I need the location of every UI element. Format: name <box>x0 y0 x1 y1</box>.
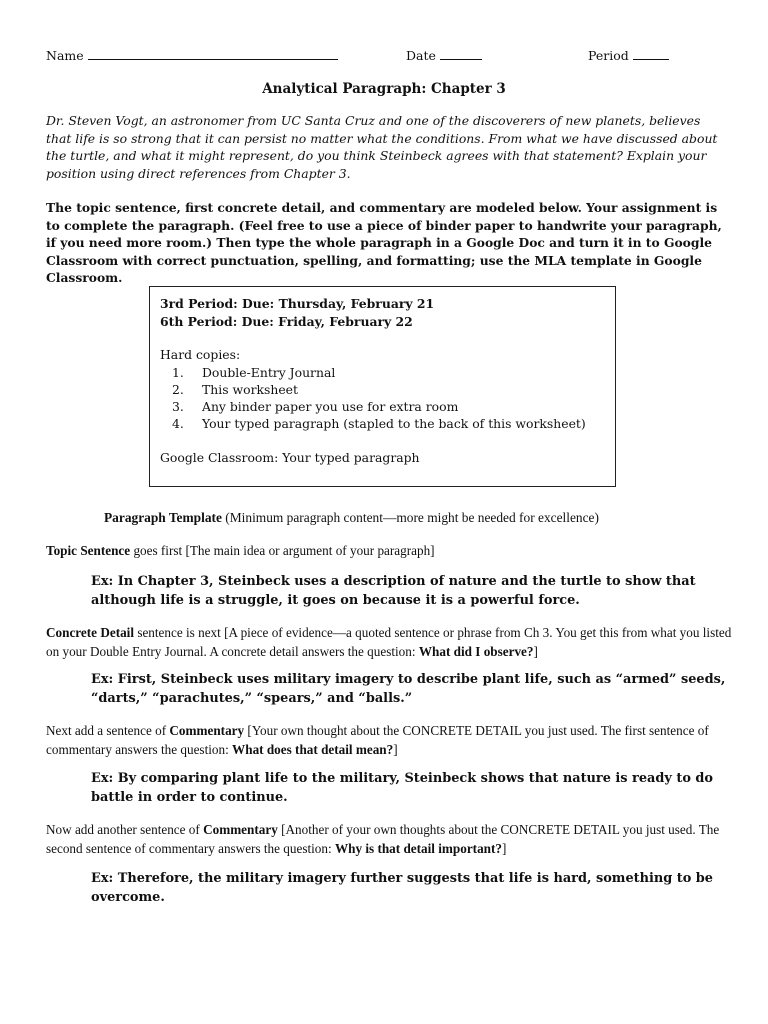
google-classroom-line: Google Classroom: Your typed paragraph <box>160 450 420 465</box>
hard-copies-label: Hard copies: <box>160 347 241 362</box>
name-field <box>46 47 338 63</box>
due-6th-period: 6th Period: Due: Friday, February 22 <box>160 314 413 329</box>
list-item: 2. This worksheet <box>172 382 298 397</box>
concrete-detail-desc: Concrete Detail sentence is next [A piece of evidence—a quoted sentence or phrase from Ch 3. You get this from what you listed on your Double Entry Journal. A concrete detail answers the question: What did I observe?] <box>46 625 732 659</box>
commentary2-term: Commentary <box>203 822 278 837</box>
commentary2-question: Why is that detail important? <box>334 841 502 856</box>
concrete-question: What did I observe? <box>418 644 534 659</box>
period-blank <box>633 47 669 60</box>
concrete-detail-term: Concrete Detail <box>46 625 135 640</box>
date-field <box>406 47 482 63</box>
date-blank <box>440 47 482 60</box>
concrete-example: Ex: First, Steinbeck uses military imagery to describe plant life, such as “armed” seeds, “darts,” “parachutes,” “spears,” and “balls.” <box>91 672 726 706</box>
hard-copies-list <box>160 364 586 432</box>
template-note: (Minimum paragraph content—more might be needed for excellence) <box>225 510 599 525</box>
topic-example: Ex: In Chapter 3, Steinbeck uses a description of nature and the turtle to show that although life is a struggle, it goes on because it is a powerful force. <box>91 574 696 608</box>
template-heading-line <box>104 508 744 527</box>
topic-sentence-desc: Topic Sentence goes first [The main idea or argument of your paragraph] <box>46 543 435 558</box>
commentary1-question: What does that detail mean? <box>232 742 394 757</box>
instructions-paragraph: The topic sentence, first concrete detail, and commentary are modeled below. Your assignment is to complete the paragraph. (Feel free to use a piece of binder paper to handwrite your paragraph, if you need more room.) Then type the whole paragraph in a Google Doc and turn it in to Google Classroom with correct punctuation, spelling, and formatting; use the MLA template in Google Classroom. <box>46 200 722 286</box>
prompt-paragraph: Dr. Steven Vogt, an astronomer from UC Santa Cruz and one of the discoverers of new planets, believes that life is so strong that it can persist no matter what the conditions. From what we have discussed about the turtle, and what it might represent, do you think Steinbeck agrees with that statement? Explain your position using direct references from Chapter 3. <box>46 113 718 181</box>
period-label: Period <box>588 48 629 63</box>
due-dates-box <box>149 286 616 487</box>
name-label: Name <box>46 48 84 63</box>
commentary1-example: Ex: By comparing plant life to the military, Steinbeck shows that nature is ready to do battle in order to continue. <box>91 771 714 805</box>
list-item: 1. Double-Entry Journal <box>172 365 336 380</box>
list-item: 3. Any binder paper you use for extra room <box>172 399 459 414</box>
due-3rd-period: 3rd Period: Due: Thursday, February 21 <box>160 296 435 311</box>
topic-sentence-term: Topic Sentence <box>46 543 131 558</box>
page-title: Analytical Paragraph: Chapter 3 <box>262 81 506 97</box>
name-blank <box>88 47 338 60</box>
date-label: Date <box>406 48 436 63</box>
list-item: 4. Your typed paragraph (stapled to the back of this worksheet) <box>172 416 586 431</box>
commentary1-term: Commentary <box>169 723 245 738</box>
header-row <box>46 47 726 65</box>
template-heading: Paragraph Template <box>104 510 222 525</box>
commentary1-desc: Next add a sentence of Commentary [Your own thought about the CONCRETE DETAIL you just used. The first sentence of commentary answers the question: What does that detail mean?] <box>46 723 709 757</box>
commentary2-desc: Now add another sentence of Commentary [Another of your own thoughts about the CONCRETE DETAIL you just used. The second sentence of commentary answers the question: Why is that detail important?] <box>46 822 720 856</box>
commentary2-example: Ex: Therefore, the military imagery further suggests that life is hard, something to be overcome. <box>91 871 713 905</box>
period-field <box>588 47 669 63</box>
